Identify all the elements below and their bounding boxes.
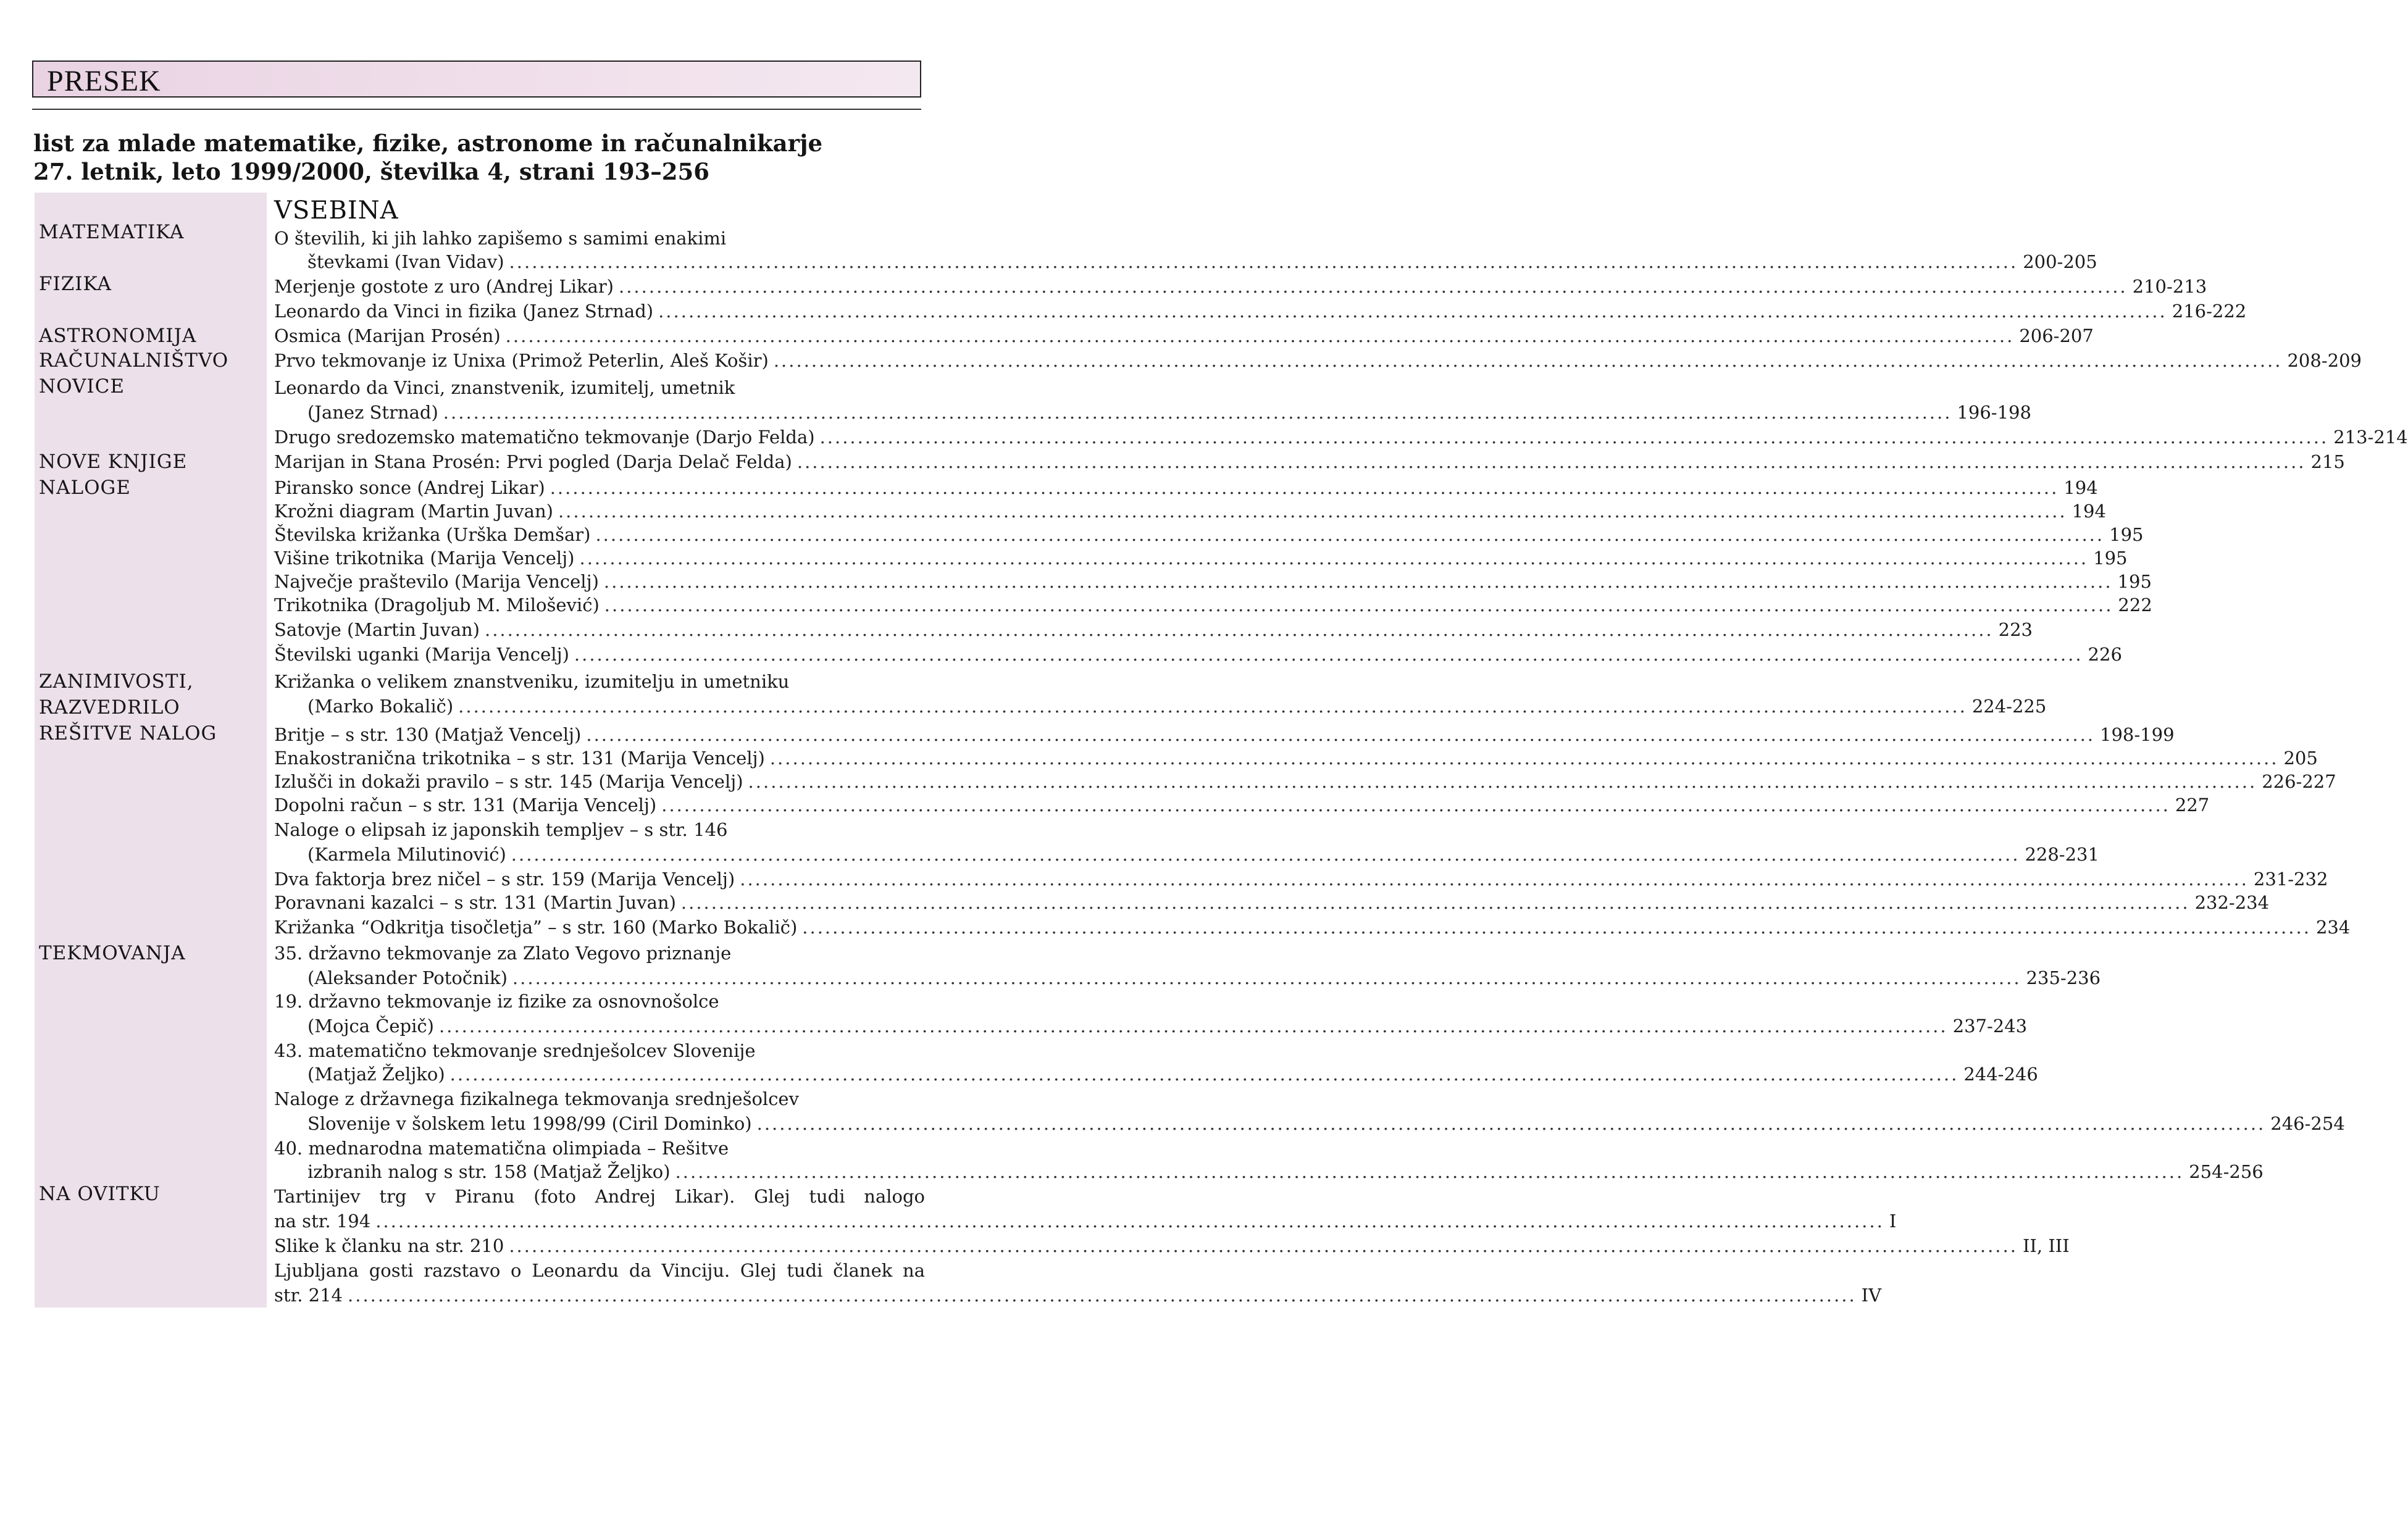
toc-page-number: 237-243 [1952, 1016, 2028, 1037]
subtitle-issue-info: 27. letnik, leto 1999/2000, številka 4, strani 193–256 [33, 158, 710, 185]
toc-line [274, 522, 2144, 547]
category-fizika: FIZIKA [39, 273, 112, 295]
toc-line-text: Križanka “Odkritja tisočletja” – s str. 160 (Marko Bokalič) [274, 917, 798, 938]
toc-page-number: 246-254 [2270, 1113, 2345, 1134]
toc-page-number: 235-236 [2026, 967, 2101, 988]
toc-line [274, 425, 2408, 449]
toc-leader-dots: ........................................................................................................................................................................................................ [619, 276, 2128, 297]
category-astronomija: ASTRONOMIJA [39, 325, 197, 347]
toc-leader-dots: ........................................................................................................................................................................................................ [484, 619, 1994, 640]
toc-leader-dots: ........................................................................................................................................................................................................ [756, 1113, 2266, 1134]
category-nove-knjige: NOVE KNJIGE [39, 451, 188, 473]
toc-page-number: 208-209 [2287, 350, 2362, 371]
category-naloge: NALOGE [39, 477, 131, 499]
toc-line-text: str. 214 [274, 1285, 343, 1306]
toc-line [307, 1062, 2038, 1087]
toc-leader-dots: ........................................................................................................................................................................................................ [603, 571, 2113, 592]
toc-line [274, 941, 925, 966]
toc-leader-dots: ........................................................................................................................................................................................................ [595, 524, 2105, 545]
category-racunalnistvo: RAČUNALNIŠTVO [39, 349, 229, 372]
category-novice: NOVICE [39, 375, 125, 398]
category-zanimivosti: ZANIMIVOSTI, [39, 670, 194, 693]
toc-leader-dots: ........................................................................................................................................................................................................ [512, 967, 2021, 988]
toc-line-text: (Karmela Milutinović) [307, 844, 506, 865]
toc-line [274, 722, 2175, 747]
toc-line-text: Izlušči in dokaži pravilo – s str. 145 (Marija Vencelj) [274, 771, 743, 792]
toc-leader-dots: ........................................................................................................................................................................................................ [550, 477, 2059, 498]
toc-line [274, 867, 2328, 891]
toc-leader-dots: ........................................................................................................................................................................................................ [558, 501, 2067, 522]
toc-line-text: Krožni diagram (Martin Juvan) [274, 501, 553, 522]
toc-line-text: Osmica (Marijan Prosén) [274, 325, 501, 346]
toc-line [274, 348, 2362, 373]
toc-page-number: 226-227 [2262, 771, 2336, 792]
toc-leader-dots: ........................................................................................................................................................................................................ [802, 917, 2311, 938]
toc-line-text: (Marko Bokalič) [307, 696, 454, 717]
masthead-rule [32, 109, 921, 110]
toc-line-text: Leonardo da Vinci in fizika (Janez Strnad) [274, 301, 654, 322]
toc-line [274, 1087, 925, 1111]
toc-line [274, 449, 2345, 474]
toc-line-text: Satovje (Martin Juvan) [274, 619, 480, 640]
toc-leader-dots: ........................................................................................................................................................................................................ [443, 402, 1952, 423]
toc-line-text: Številska križanka (Urška Demšar) [274, 524, 591, 545]
toc-line-text: Ljubljana gosti razstavo o Leonardu da Vinciju. Glej tudi članek na [274, 1260, 925, 1281]
masthead-box [32, 60, 921, 98]
toc-leader-dots: ........................................................................................................................................................................................................ [658, 301, 2167, 322]
subtitle-description: list za mlade matematike, fizike, astronome in računalnikarje [33, 130, 822, 157]
toc-line-text: Slike k članku na str. 210 [274, 1235, 504, 1256]
toc-line-text: Piransko sonce (Andrej Likar) [274, 477, 545, 498]
toc-leader-dots: ........................................................................................................................................................................................................ [579, 548, 2089, 569]
toc-line-text: (Mojca Čepič) [307, 1016, 434, 1037]
toc-page-number: II, III [2022, 1235, 2070, 1256]
contents-heading: VSEBINA [274, 196, 399, 225]
toc-line [274, 226, 925, 251]
toc-line [274, 793, 2210, 817]
toc-page-number: 226 [2088, 644, 2122, 665]
toc-line-text: Marijan in Stana Prosén: Prvi pogled (Darja Delač Felda) [274, 451, 792, 472]
toc-line [307, 400, 2031, 425]
toc-line-text: Prvo tekmovanje iz Unixa (Primož Peterlin, Aleš Košir) [274, 350, 769, 371]
toc-page-number: 194 [2071, 501, 2106, 522]
toc-line-text: Enakostranična trikotnika – s str. 131 (Marija Vencelj) [274, 748, 765, 769]
toc-page-number: 200-205 [2023, 251, 2097, 272]
toc-line [274, 1209, 1897, 1233]
toc-page-number: 195 [2109, 524, 2144, 545]
toc-line [307, 249, 2097, 274]
toc-line [274, 1184, 925, 1209]
toc-line-text: Največje praštevilo (Marija Vencelj) [274, 571, 599, 592]
toc-line-text: izbranih nalog s str. 158 (Matjaž Željko) [307, 1161, 671, 1182]
toc-leader-dots: ........................................................................................................................................................................................................ [769, 748, 2279, 769]
toc-line [307, 842, 2099, 867]
toc-leader-dots: ........................................................................................................................................................................................................ [819, 427, 2329, 448]
toc-page-number: 254-256 [2189, 1161, 2264, 1182]
toc-page-number: 195 [2117, 571, 2152, 592]
toc-line [274, 499, 2106, 524]
toc-line-text: Višine trikotnika (Marija Vencelj) [274, 548, 575, 569]
toc-line-text: Leonardo da Vinci, znanstvenik, izumitelj, umetnik [274, 377, 735, 398]
toc-line-text: Naloge o elipsah iz japonskih templjev – s str. 146 [274, 819, 728, 840]
toc-line [274, 769, 2336, 794]
toc-leader-dots: ........................................................................................................................................................................................................ [438, 1016, 1948, 1037]
toc-line [274, 1136, 925, 1161]
toc-line [274, 642, 2122, 667]
toc-leader-dots: ........................................................................................................................................................................................................ [509, 251, 2018, 272]
toc-leader-dots: ........................................................................................................................................................................................................ [574, 644, 2083, 665]
toc-leader-dots: ........................................................................................................................................................................................................ [773, 350, 2283, 371]
toc-leader-dots: ........................................................................................................................................................................................................ [604, 594, 2113, 615]
toc-leader-dots: ........................................................................................................................................................................................................ [796, 451, 2306, 472]
toc-line-text: (Aleksander Potočnik) [307, 967, 508, 988]
toc-page-number: 223 [1998, 619, 2033, 640]
toc-line-text: Tartinijev trg v Piranu (foto Andrej Likar). Glej tudi nalogo [274, 1186, 925, 1207]
toc-line-text: Križanka o velikem znanstveniku, izumitelju in umetniku [274, 671, 790, 692]
toc-line [307, 1159, 2264, 1184]
toc-line [274, 475, 2098, 500]
toc-line-text: (Janez Strnad) [307, 402, 438, 423]
toc-leader-dots: ........................................................................................................................................................................................................ [675, 1161, 2184, 1182]
toc-page-number: 227 [2175, 795, 2210, 816]
toc-line-text: Poravnani kazalci – s str. 131 (Martin Juvan) [274, 892, 676, 913]
category-resitve-nalog: REŠITVE NALOG [39, 722, 217, 745]
toc-line [274, 1258, 925, 1283]
toc-line [274, 299, 2247, 323]
toc-page-number: 234 [2315, 917, 2351, 938]
toc-leader-dots: ........................................................................................................................................................................................................ [748, 771, 2257, 792]
toc-page-number: 194 [2063, 477, 2098, 498]
toc-leader-dots: ........................................................................................................................................................................................................ [458, 696, 1967, 717]
toc-line [274, 617, 2033, 642]
toc-line-text: Dva faktorja brez ničel – s str. 159 (Marija Vencelj) [274, 869, 735, 890]
toc-line [274, 669, 925, 694]
toc-line [274, 375, 925, 400]
toc-page-number: 244-246 [1963, 1064, 2038, 1085]
toc-line [307, 1111, 2345, 1136]
toc-line-text: na str. 194 [274, 1211, 371, 1232]
toc-line [307, 1014, 2028, 1038]
toc-line-text: Številski uganki (Marija Vencelj) [274, 644, 569, 665]
toc-page-number: 196-198 [1957, 402, 2031, 423]
toc-line [274, 569, 2152, 594]
toc-line [274, 1283, 1882, 1308]
toc-line [274, 1038, 925, 1063]
toc-line [274, 915, 2351, 940]
toc-line [307, 694, 2047, 719]
toc-page-number: 216-222 [2172, 301, 2247, 322]
toc-line-text: 40. mednarodna matematična olimpiada – Rešitve [274, 1138, 729, 1159]
toc-line-text: Britje – s str. 130 (Matjaž Vencelj) [274, 724, 582, 745]
toc-leader-dots: ........................................................................................................................................................................................................ [509, 1235, 2018, 1256]
toc-line-text: 35. državno tekmovanje za Zlato Vegovo priznanje [274, 943, 732, 964]
toc-line-text: Slovenije v šolskem letu 1998/99 (Ciril Dominko) [307, 1113, 752, 1134]
toc-line [274, 989, 925, 1014]
toc-line-text: 19. državno tekmovanje iz fizike za osnovnošolce [274, 991, 719, 1012]
toc-page-number: 231-232 [2253, 869, 2328, 890]
toc-line-text: Naloge z državnega fizikalnega tekmovanja srednješolcev [274, 1088, 799, 1109]
toc-line [274, 593, 2152, 617]
toc-line-text: 43. matematično tekmovanje srednješolcev Slovenije [274, 1040, 756, 1061]
toc-page-number: 206-207 [2019, 325, 2094, 346]
toc-page-number: 232-234 [2194, 892, 2270, 913]
toc-page-number: 198-199 [2100, 724, 2175, 745]
toc-leader-dots: ........................................................................................................................................................................................................ [348, 1285, 1857, 1306]
toc-line [274, 546, 2128, 570]
toc-leader-dots: ........................................................................................................................................................................................................ [586, 724, 2096, 745]
toc-page-number: 210-213 [2132, 276, 2207, 297]
toc-page-number: 205 [2283, 748, 2318, 769]
toc-line-text: O številih, ki jih lahko zapišemo s samimi enakimi [274, 228, 727, 249]
toc-leader-dots: ........................................................................................................................................................................................................ [505, 325, 2015, 346]
toc-line-text: Merjenje gostote z uro (Andrej Likar) [274, 276, 614, 297]
toc-line [274, 817, 925, 842]
toc-page-number: I [1889, 1211, 1897, 1232]
toc-leader-dots: ........................................................................................................................................................................................................ [375, 1211, 1884, 1232]
category-na-ovitku: NA OVITKU [39, 1183, 161, 1205]
toc-page-number: 222 [2118, 594, 2152, 615]
toc-page-number: 213-214 [2333, 427, 2408, 448]
toc-page-number: 215 [2310, 451, 2345, 472]
toc-page-number: IV [1861, 1285, 1882, 1306]
toc-page-number: 224-225 [1971, 696, 2047, 717]
toc-leader-dots: ........................................................................................................................................................................................................ [511, 844, 2020, 865]
toc-line [307, 966, 2101, 990]
toc-line-text: števkami (Ivan Vidav) [307, 251, 504, 272]
category-matematika: MATEMATIKA [39, 221, 185, 243]
toc-line [274, 274, 2207, 299]
toc-leader-dots: ........................................................................................................................................................................................................ [680, 892, 2190, 913]
toc-leader-dots: ........................................................................................................................................................................................................ [449, 1064, 1959, 1085]
toc-leader-dots: ........................................................................................................................................................................................................ [740, 869, 2249, 890]
toc-leader-dots: ........................................................................................................................................................................................................ [661, 795, 2170, 816]
toc-line [274, 323, 2094, 348]
category-razvedrilo: RAZVEDRILO [39, 696, 180, 719]
journal-title: PRESEK [47, 65, 161, 98]
toc-line [274, 1233, 2070, 1258]
toc-line-text: Drugo sredozemsko matematično tekmovanje (Darjo Felda) [274, 427, 815, 448]
toc-line-text: (Matjaž Željko) [307, 1064, 445, 1085]
toc-line [274, 890, 2270, 915]
toc-line [274, 746, 2318, 770]
toc-line-text: Dopolni račun – s str. 131 (Marija Vencelj) [274, 795, 657, 816]
toc-line-text: Trikotnika (Dragoljub M. Milošević) [274, 594, 600, 615]
toc-page-number: 195 [2093, 548, 2128, 569]
toc-page-number: 228-231 [2025, 844, 2099, 865]
category-tekmovanja: TEKMOVANJA [39, 942, 186, 964]
